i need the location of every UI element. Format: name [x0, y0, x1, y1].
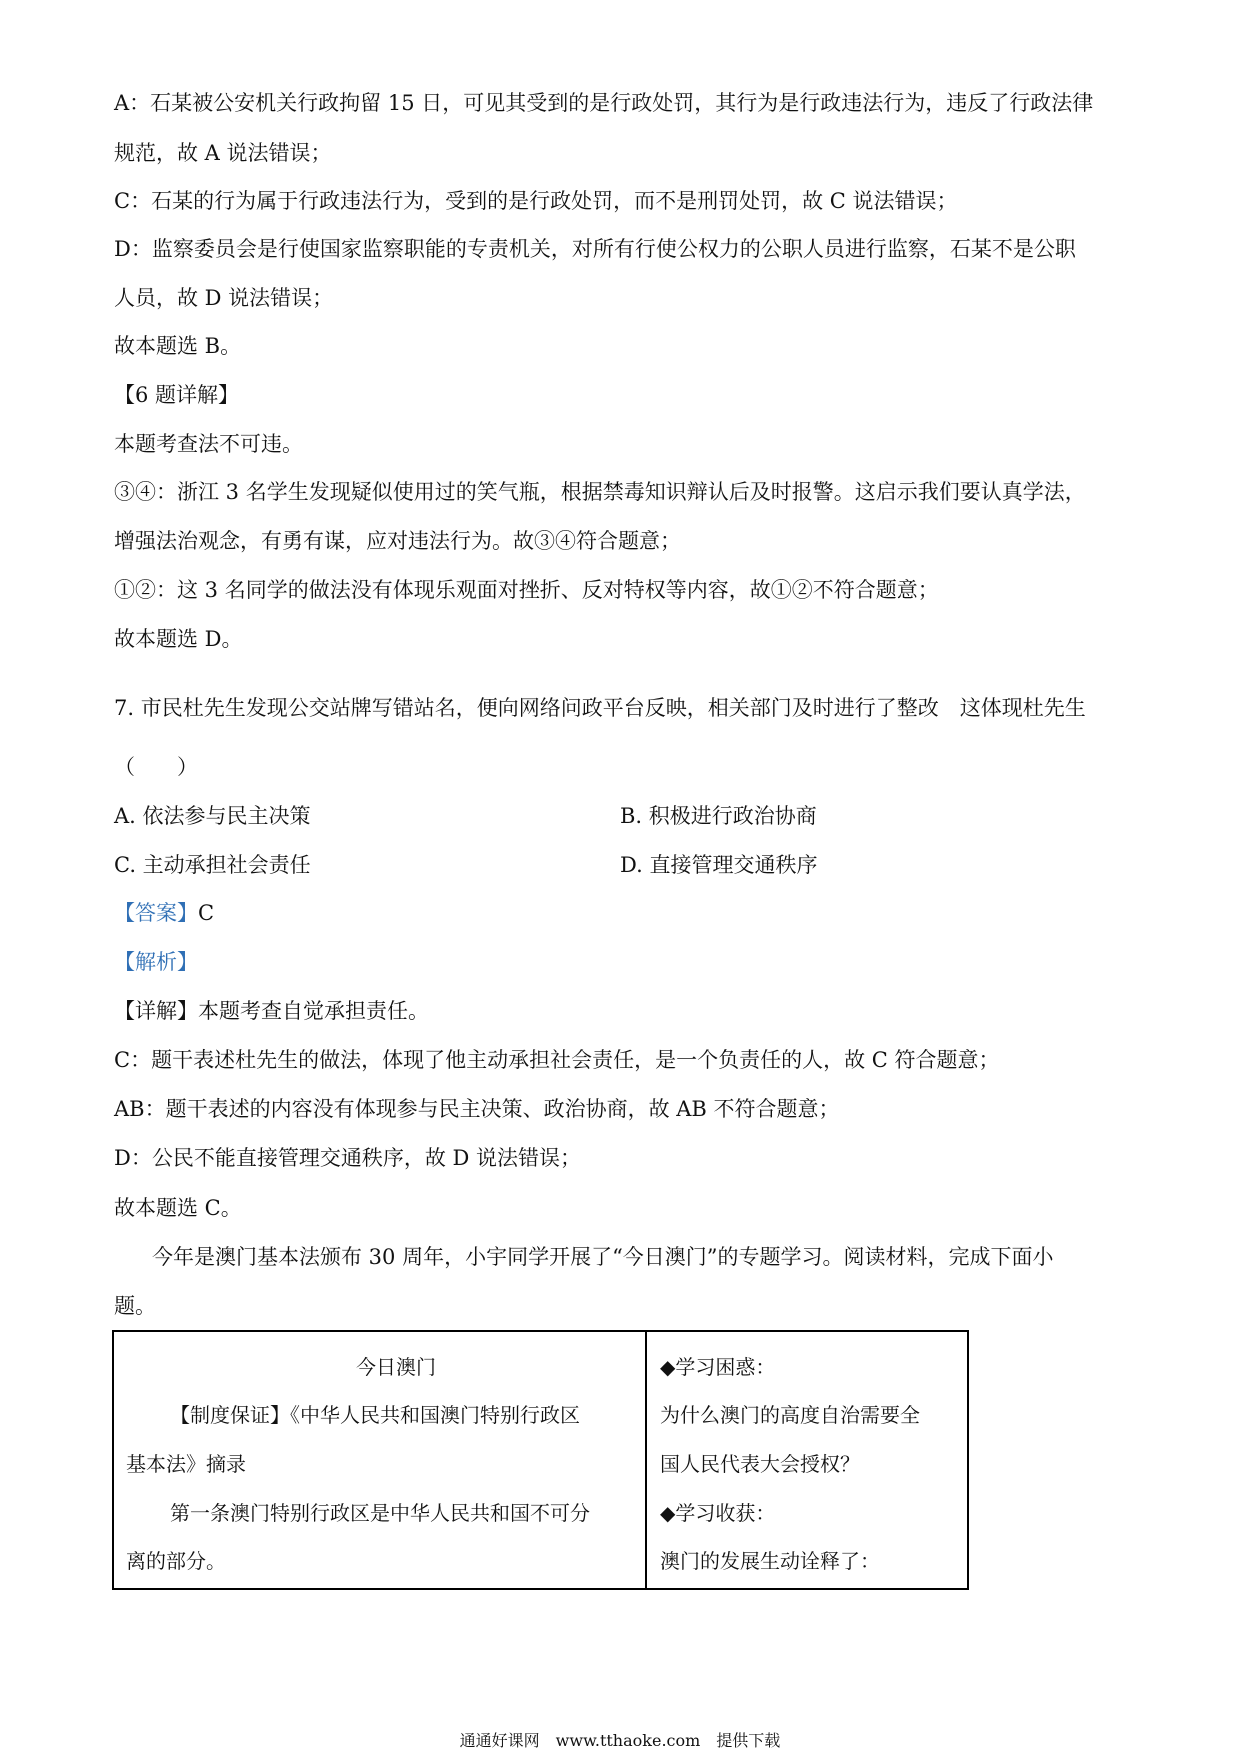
text-line: 规范，故 A 说法错误；	[114, 141, 332, 165]
table-left-line: 基本法》摘录	[126, 1452, 246, 1476]
table-left-line: 【制度保证】《中华人民共和国澳门特别行政区	[170, 1403, 580, 1427]
answer-value: C	[198, 901, 215, 925]
text-line: A：石某被公安机关行政拘留 15 日，可见其受到的是行政处罚，其行为是行政违法行为，违反了行政法律	[114, 91, 1094, 115]
question-paren: （ ）	[114, 755, 198, 779]
table-divider	[645, 1332, 647, 1588]
table-right-heading: ◆学习困惑：	[660, 1355, 776, 1379]
table-left-line: 离的部分。	[126, 1549, 226, 1573]
answer-line	[114, 898, 214, 928]
text-line: 本题考查法不可违。	[114, 432, 303, 456]
option-b: B. 积极进行政治协商	[620, 804, 817, 828]
option-d: D. 直接管理交通秩序	[620, 853, 818, 877]
question-stem: 7. 市民杜先生发现公交站牌写错站名，便向网络问政平台反映，相关部门及时进行了整改 这体现杜先生	[114, 696, 1086, 720]
text-line: 故本题选 D。	[114, 627, 243, 651]
table-right-line: 澳门的发展生动诠释了：	[660, 1549, 880, 1573]
table-left-line: 第一条澳门特别行政区是中华人民共和国不可分	[170, 1501, 590, 1525]
detail-line: 【详解】本题考查自觉承担责任。	[114, 999, 429, 1023]
option-a: A. 依法参与民主决策	[114, 804, 311, 828]
answer-label: 【答案】	[114, 901, 198, 925]
text-line: C：题干表述杜先生的做法，体现了他主动承担社会责任，是一个负责任的人，故 C 符合题意；	[114, 1048, 1000, 1072]
text-line: AB：题干表述的内容没有体现参与民主决策、政治协商，故 AB 不符合题意；	[114, 1097, 840, 1121]
table-right-line: 为什么澳门的高度自治需要全	[660, 1403, 920, 1427]
table-right-line: 国人民代表大会授权？	[660, 1452, 860, 1476]
option-c: C. 主动承担社会责任	[114, 853, 311, 877]
material-table	[112, 1330, 969, 1590]
text-line: 故本题选 B。	[114, 334, 242, 358]
intro-line: 今年是澳门基本法颁布 30 周年，小宇同学开展了“今日澳门”的专题学习。阅读材料，完成下面小	[152, 1245, 1054, 1269]
text-line: D：公民不能直接管理交通秩序，故 D 说法错误；	[114, 1146, 582, 1170]
analysis-label: 【解析】	[114, 950, 198, 974]
text-line: 增强法治观念，有勇有谋，应对违法行为。故③④符合题意；	[114, 529, 681, 553]
text-line: D：监察委员会是行使国家监察职能的专责机关，对所有行使公权力的公职人员进行监察，石某不是公职	[114, 237, 1076, 261]
table-title: 今日澳门	[356, 1355, 436, 1379]
text-line: ①②：这 3 名同学的做法没有体现乐观面对挫折、反对特权等内容，故①②不符合题意；	[114, 578, 939, 602]
intro-line: 题。	[114, 1294, 156, 1318]
section-heading: 【6 题详解】	[114, 383, 240, 407]
page-footer: 通通好课网 www.tthaoke.com 提供下载	[459, 1731, 781, 1750]
text-line: C：石某的行为属于行政违法行为，受到的是行政处罚，而不是刑罚处罚，故 C 说法错误；	[114, 189, 958, 213]
text-line: 故本题选 C。	[114, 1196, 242, 1220]
text-line: ③④：浙江 3 名学生发现疑似使用过的笑气瓶，根据禁毒知识辩认后及时报警。这启示我们要认真学法，	[114, 480, 1086, 504]
text-line: 人员，故 D 说法错误；	[114, 286, 334, 310]
table-right-heading: ◆学习收获：	[660, 1501, 776, 1525]
